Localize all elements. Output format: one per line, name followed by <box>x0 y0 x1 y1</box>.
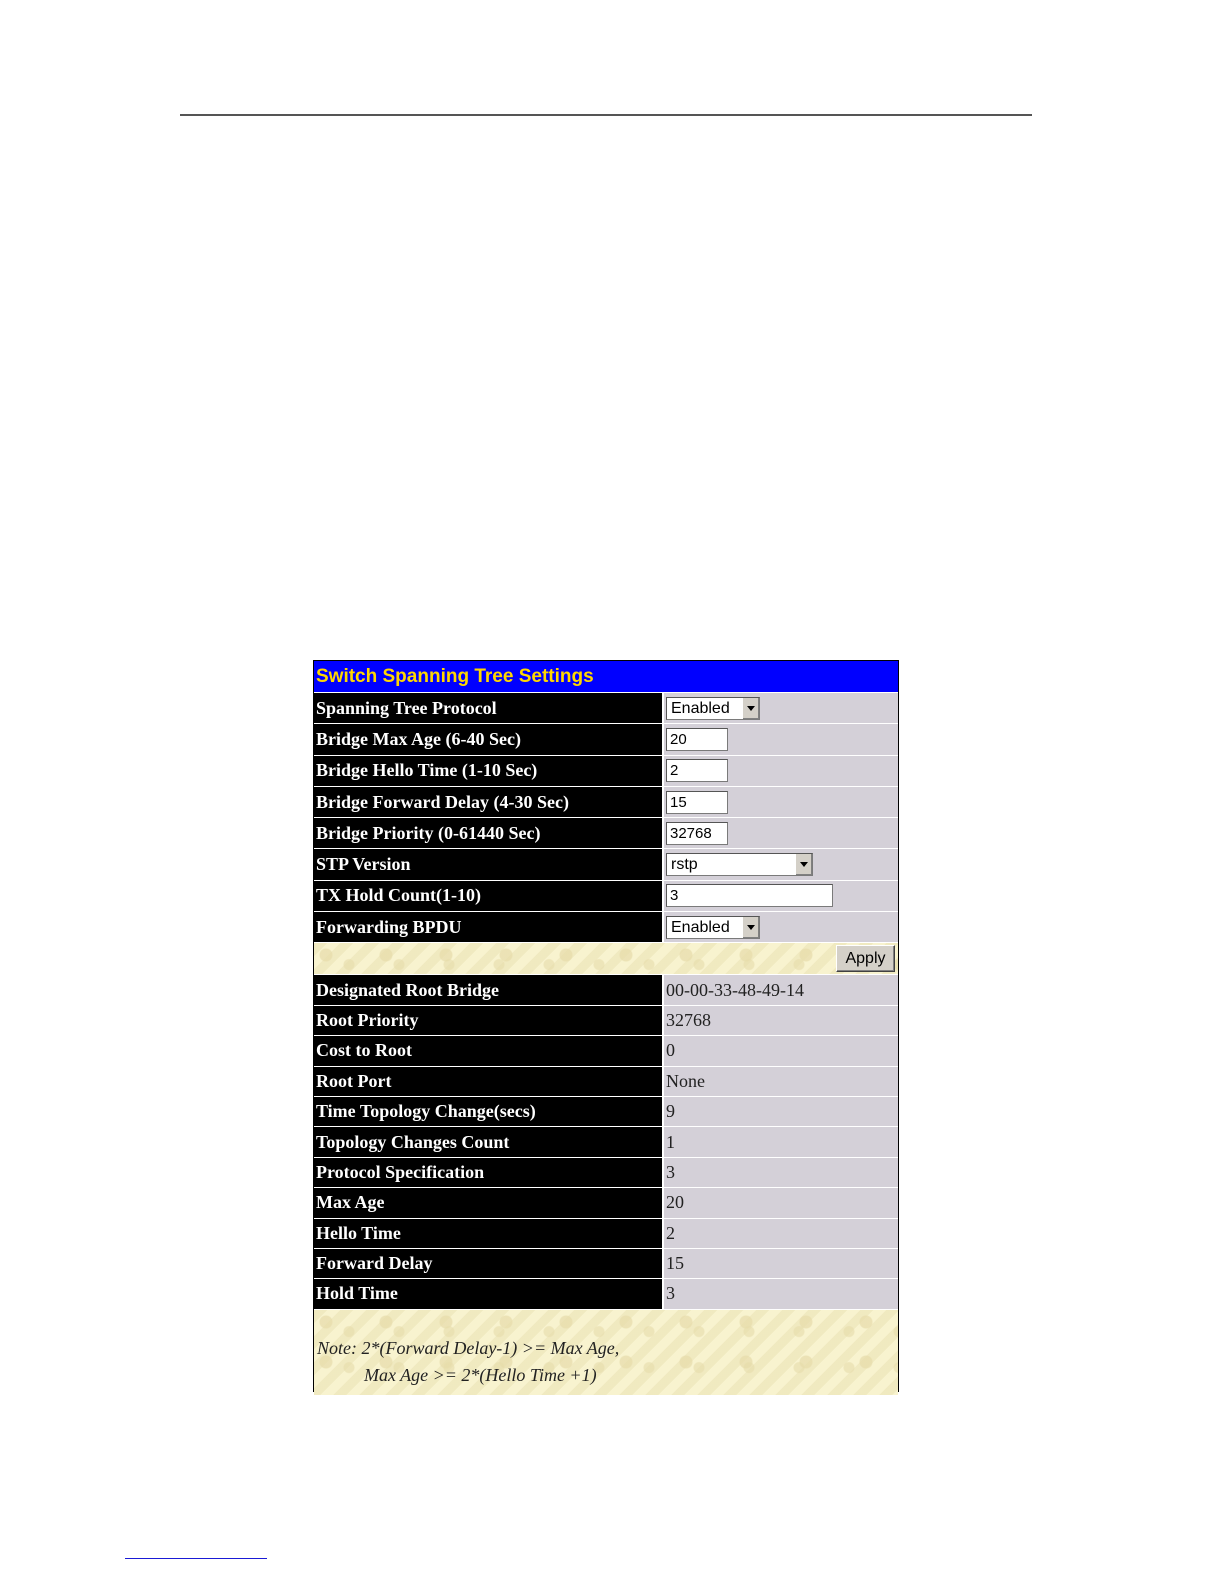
info-value: 3 <box>664 1279 898 1308</box>
chevron-down-icon[interactable] <box>795 854 812 875</box>
row-label: STP Version <box>314 849 664 879</box>
panel-title: Switch Spanning Tree Settings <box>314 661 898 693</box>
chevron-down-icon[interactable] <box>742 917 759 938</box>
stp-state-select[interactable] <box>666 697 760 720</box>
info-row-cost-to-root <box>314 1036 898 1066</box>
info-row-forward-delay <box>314 1249 898 1279</box>
row-value-cell <box>664 693 898 723</box>
info-value: 3 <box>664 1158 898 1187</box>
page-top-rule <box>180 114 1032 116</box>
info-label: Forward Delay <box>314 1249 664 1278</box>
info-label: Hold Time <box>314 1279 664 1308</box>
page-bottom-rule <box>125 1558 267 1559</box>
info-label: Protocol Specification <box>314 1158 664 1187</box>
row-value-cell <box>664 818 898 848</box>
select-value: Enabled <box>671 918 730 936</box>
hello-time-input[interactable] <box>666 759 728 782</box>
row-bridge-max-age <box>314 724 898 755</box>
row-value-cell <box>664 756 898 786</box>
apply-button[interactable]: Apply <box>836 945 895 972</box>
info-value: 1 <box>664 1127 898 1156</box>
forward-delay-input[interactable] <box>666 791 728 814</box>
info-label: Designated Root Bridge <box>314 975 664 1004</box>
select-value: rstp <box>671 856 698 874</box>
tx-hold-count-input[interactable] <box>666 884 833 907</box>
info-value: 2 <box>664 1219 898 1248</box>
stp-settings-panel <box>313 660 899 1392</box>
row-value-cell <box>664 724 898 754</box>
apply-row <box>314 943 898 975</box>
row-label: Spanning Tree Protocol <box>314 693 664 723</box>
info-value: 9 <box>664 1097 898 1126</box>
info-row-designated-root-bridge <box>314 975 898 1005</box>
info-row-protocol-specification <box>314 1158 898 1188</box>
select-value: Enabled <box>671 699 730 717</box>
info-row-hold-time <box>314 1279 898 1309</box>
row-label: TX Hold Count(1-10) <box>314 881 664 911</box>
bridge-priority-input[interactable] <box>666 822 728 845</box>
row-value-cell <box>664 849 898 879</box>
row-label: Bridge Max Age (6-40 Sec) <box>314 724 664 754</box>
info-label: Topology Changes Count <box>314 1127 664 1156</box>
info-value: 15 <box>664 1249 898 1278</box>
chevron-down-icon[interactable] <box>742 698 759 719</box>
note-area <box>314 1310 898 1395</box>
info-row-root-port <box>314 1067 898 1097</box>
info-row-max-age <box>314 1188 898 1218</box>
info-row-topology-changes-count <box>314 1127 898 1157</box>
stp-version-select[interactable] <box>666 853 813 876</box>
info-value: 32768 <box>664 1006 898 1035</box>
note-line-1: Note: 2*(Forward Delay-1) >= Max Age, <box>317 1337 620 1358</box>
row-value-cell <box>664 787 898 817</box>
info-label: Root Port <box>314 1067 664 1096</box>
row-bridge-hello-time <box>314 756 898 787</box>
info-value: None <box>664 1067 898 1096</box>
row-stp-version <box>314 849 898 880</box>
row-bridge-priority <box>314 818 898 849</box>
info-label: Cost to Root <box>314 1036 664 1065</box>
forwarding-bpdu-select[interactable] <box>666 916 760 939</box>
row-bridge-forward-delay <box>314 787 898 818</box>
row-label: Bridge Priority (0-61440 Sec) <box>314 818 664 848</box>
info-label: Max Age <box>314 1188 664 1217</box>
row-label: Bridge Hello Time (1-10 Sec) <box>314 756 664 786</box>
max-age-input[interactable] <box>666 728 728 751</box>
row-spanning-tree-protocol <box>314 693 898 724</box>
note-line-2: Max Age >= 2*(Hello Time +1) <box>364 1364 597 1385</box>
info-label: Root Priority <box>314 1006 664 1035</box>
row-label: Forwarding BPDU <box>314 912 664 942</box>
info-row-root-priority <box>314 1006 898 1036</box>
row-value-cell <box>664 881 898 911</box>
row-value-cell <box>664 912 898 942</box>
info-label: Hello Time <box>314 1219 664 1248</box>
info-label: Time Topology Change(secs) <box>314 1097 664 1126</box>
info-value: 20 <box>664 1188 898 1217</box>
info-value: 0 <box>664 1036 898 1065</box>
row-forwarding-bpdu <box>314 912 898 943</box>
info-row-time-topology-change <box>314 1097 898 1127</box>
info-row-hello-time <box>314 1219 898 1249</box>
row-label: Bridge Forward Delay (4-30 Sec) <box>314 787 664 817</box>
row-tx-hold-count <box>314 881 898 912</box>
info-value: 00-00-33-48-49-14 <box>664 975 898 1004</box>
